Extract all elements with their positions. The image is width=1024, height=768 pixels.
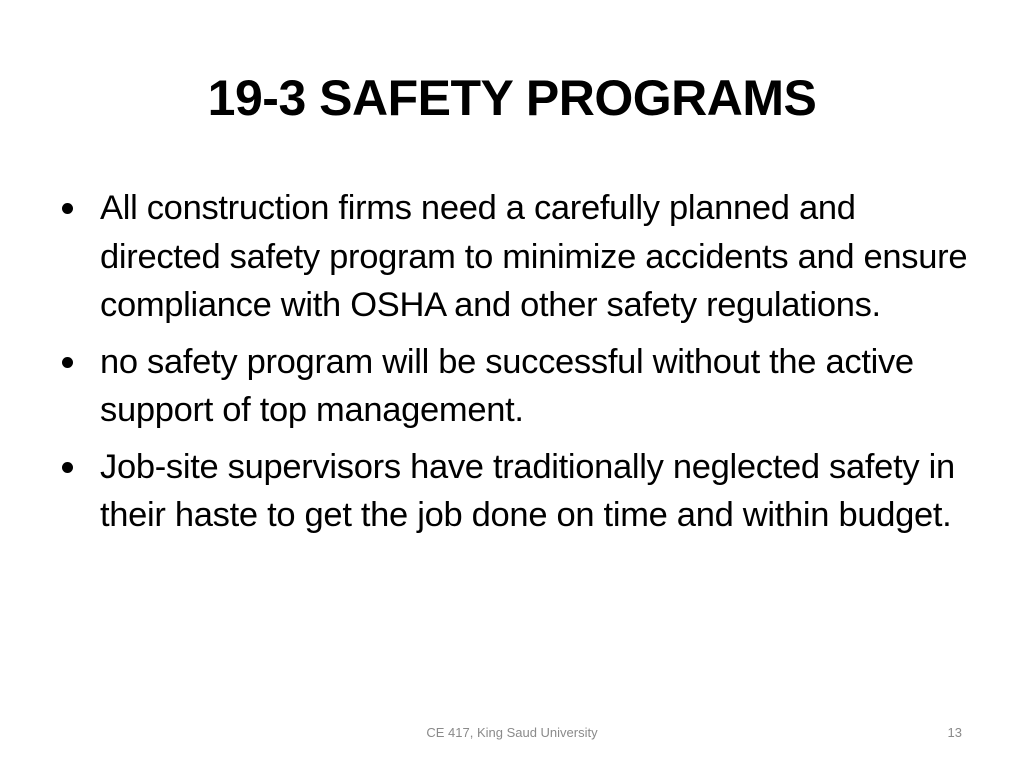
bullet-icon <box>62 357 73 368</box>
bullet-list <box>60 184 970 548</box>
slide-title: 19-3 SAFETY PROGRAMS <box>207 70 817 126</box>
bullet-item <box>60 184 970 330</box>
bullet-item <box>60 338 970 435</box>
bullet-text: no safety program will be successful without the active support of top management. <box>100 342 914 429</box>
bullet-icon <box>62 462 73 473</box>
bullet-text: Job-site supervisors have traditionally neglected safety in their haste to get the job done on time and within budget. <box>100 447 955 534</box>
bullet-item <box>60 443 970 540</box>
bullet-icon <box>62 203 73 214</box>
slide-footer: CE 417, King Saud University <box>426 725 598 740</box>
slide-number: 13 <box>947 725 962 740</box>
bullet-text: All construction firms need a carefully planned and directed safety program to minimize accidents and ensure compliance with OSHA and other safety regulations. <box>100 189 968 324</box>
